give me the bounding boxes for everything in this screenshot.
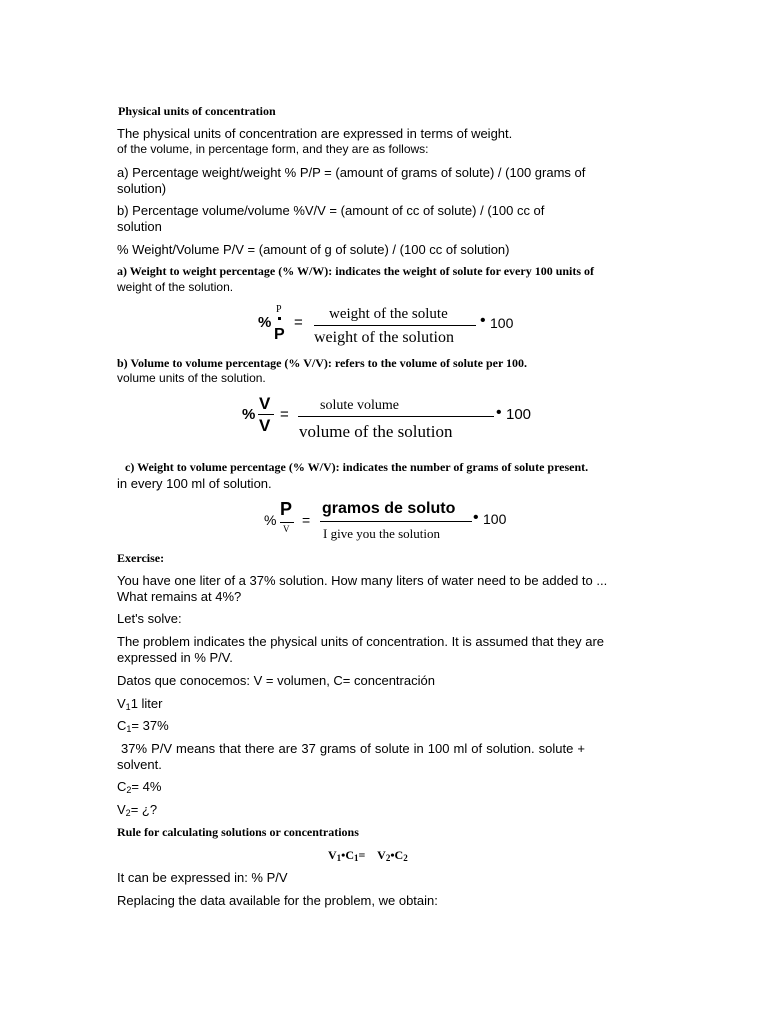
known-data: Datos que conocemos: V = volumen, C= concentración	[117, 673, 435, 688]
times-dot: •	[473, 509, 479, 526]
item-a: a) Percentage weight/weight % P/P = (amount of grams of solute) / (100 grams of solution)	[117, 165, 586, 196]
definition-b-heading: b) Volume to volume percentage (% V/V): refers to the volume of solute per 100.	[117, 356, 528, 370]
hundred: 100	[490, 315, 514, 331]
v1-line: $V_11$ liter	[117, 696, 163, 712]
formula-small-p: P	[276, 304, 282, 315]
denominator: weight of the solution	[314, 329, 454, 346]
small-fraction-bar	[258, 414, 274, 415]
rule-heading: Rule for calculating solutions or concentrations	[117, 825, 359, 839]
equals-sign: =	[294, 314, 303, 331]
formula-weight-weight	[256, 302, 526, 350]
c2-line: $C_2= 4\%$	[117, 779, 162, 795]
definition-c-tail: in every 100 ml of solution.	[117, 476, 272, 491]
hundred: 100	[506, 406, 532, 423]
times-dot: •	[496, 404, 502, 421]
fraction-bar	[320, 521, 472, 522]
intro-line-1: The physical units of concentration are expressed in terms of weight.	[117, 126, 513, 141]
item-b: b) Percentage volume/volume %V/V = (amount of cc of solute) / (100 cc of solution	[117, 203, 545, 234]
hundred: 100	[483, 511, 507, 527]
section-title: Physical units of concentration	[118, 104, 276, 118]
fraction-bar	[314, 325, 476, 326]
percent-sign: %	[258, 314, 272, 331]
numerator: solute volume	[320, 398, 399, 413]
formula-v-top: V	[259, 394, 271, 413]
exercise-heading: Exercise:	[117, 551, 165, 565]
numerator: gramos de soluto	[322, 500, 456, 517]
denominator: volume of the solution	[299, 422, 453, 441]
c1-line: $C_1= 37\%$	[117, 718, 169, 734]
intro-line-2: of the volume, in percentage form, and they are as follows:	[117, 142, 429, 156]
fraction-dot	[278, 317, 281, 320]
problem-text: The problem indicates the physical units of concentration. It is assumed that they are expressed in % P/V.	[117, 634, 605, 665]
formula-p-top: P	[280, 499, 293, 519]
expressed-in: It can be expressed in: % P/V	[117, 870, 288, 885]
fraction-bar	[298, 416, 494, 417]
formula-v-bottom: V	[283, 524, 290, 534]
rule-formula: $V_1•C_1=$ $V_2•C_2$	[328, 848, 408, 863]
formula-weight-volume	[262, 498, 522, 546]
definition-a-heading: a) Weight to weight percentage (% W/W): indicates the weight of solute for every 100 units of	[117, 264, 595, 278]
v2-line: $V_2=$ ¿?	[117, 802, 158, 818]
times-dot: •	[480, 312, 486, 329]
denominator: I give you the solution	[323, 526, 440, 541]
formula-big-p: P	[274, 326, 285, 343]
replacing-text: Replacing the data available for the problem, we obtain:	[117, 893, 438, 908]
formula-volume-volume	[240, 394, 550, 444]
lets-solve: Let's solve:	[117, 611, 182, 626]
item-c: % Weight/Volume P/V = (amount of g of solute) / (100 cc of solution)	[117, 242, 510, 257]
definition-a-tail: weight of the solution.	[117, 280, 234, 294]
small-fraction-bar	[280, 522, 294, 523]
equals-sign: =	[302, 512, 311, 528]
percent-sign: %	[264, 512, 277, 528]
percent-sign: %	[242, 406, 256, 423]
equals-sign: =	[280, 406, 289, 423]
definition-c-heading: c) Weight to volume percentage (% W/V): indicates the number of grams of solute present.	[125, 460, 589, 474]
numerator: weight of the solute	[329, 306, 448, 322]
formula-v-bottom: V	[259, 416, 271, 435]
exercise-text: You have one liter of a 37% solution. How many liters of water need to be added to ... What remains at 4%?	[117, 573, 608, 604]
definition-b-tail: volume units of the solution.	[117, 371, 266, 385]
meaning-text: 37% P/V means that there are 37 grams of solute in 100 ml of solution. solute + solvent.	[117, 741, 585, 772]
